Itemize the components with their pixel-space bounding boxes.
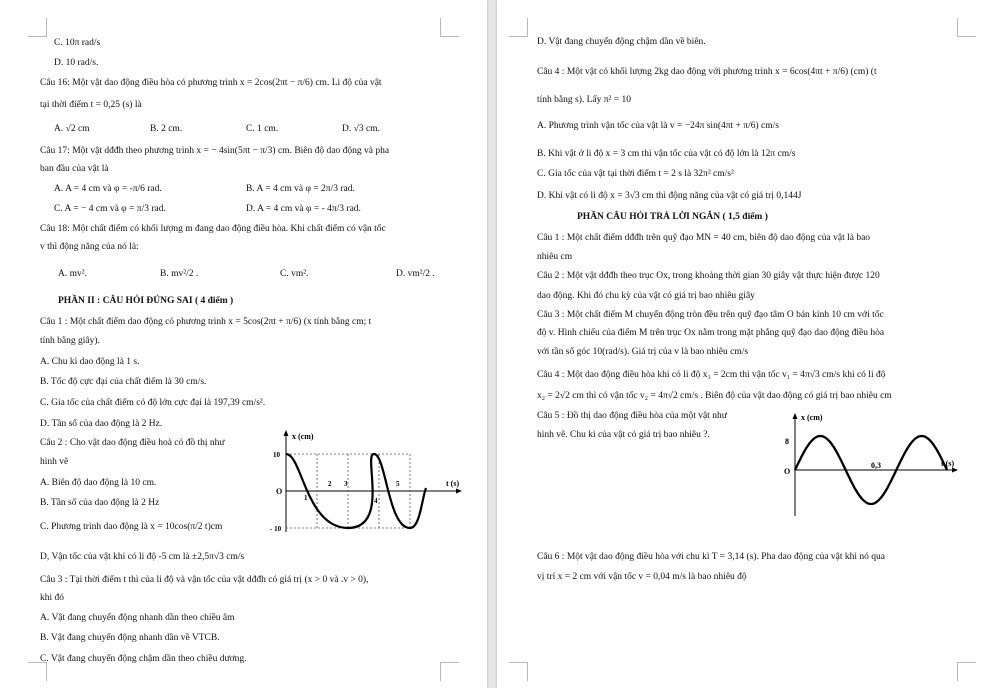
y-axis-label: x (cm) [292, 432, 314, 441]
question-text: tính bằng s). Lấy π² = 10 [537, 95, 632, 105]
question-text: nhiêu cm [537, 252, 573, 262]
question-3: Câu 3 : Tại thời điểm t thì của li độ và vận tốc của vật dđđh có giá trị (x > 0 và .v > 0), [40, 575, 369, 585]
question-16: Câu 16: Một vật dao động điều hòa có phương trình x = 2cos(2πt − π/6) cm. Li độ của vật [40, 78, 382, 88]
margin-mark-top-left [509, 18, 528, 37]
margin-mark-top-left [28, 18, 47, 37]
question-text: khi đó [40, 593, 65, 603]
question-text: tại thời điểm t = 0,25 (s) là [40, 100, 142, 110]
x-tick-label: 0,3 [871, 461, 881, 470]
statement-c: C. Phương trình dao động là x = 10cos(π/2 t)cm [40, 522, 223, 532]
x-axis-label: t (s) [941, 459, 955, 468]
document-page-left [0, 0, 487, 688]
option-text: D. Vật đang chuyển động chậm dần về biên. [537, 37, 706, 47]
statement-a: A. Vật đang chuyển động nhanh dần theo chiều âm [40, 613, 235, 623]
y-axis-label: x (cm) [801, 413, 823, 422]
statement-c: C. Vật đang chuyển động chậm dần theo chiều dương. [40, 654, 247, 664]
question-text: hình vẽ [40, 457, 69, 467]
question-5: Câu 5 : Đồ thị dao động điều hòa của một vật như [537, 411, 727, 421]
question-3: Câu 3 : Một chất điểm M chuyển động tròn đều trên quỹ đạo tâm O bán kính 10 cm với tốc [537, 310, 884, 320]
oscillation-graph-left [270, 428, 470, 536]
x-tick-label: 1 [304, 494, 308, 502]
y-tick-label: 8 [785, 437, 789, 446]
statement-a: A. Phương trình vận tốc của vật là v = −24π sin(4πt + π/6) cm/s [537, 121, 779, 131]
option-a: A. mv². [58, 269, 87, 279]
question-4: Câu 4 : Một dao động điều hòa khi có li độ x₁ = 2cm thì vận tốc v₁ = 4π√3 cm/s khi có li độ [537, 370, 886, 380]
margin-mark-bottom-right [440, 662, 459, 681]
question-text: ban đầu của vật là [40, 164, 109, 174]
question-1: Câu 1 : Một chất điểm dao động có phương trình x = 5cos(2πt + π/6) (x tính bằng cm; t [40, 317, 372, 327]
y-tick-label: - 10 [270, 525, 282, 533]
option-d: D. √3 cm. [342, 124, 380, 134]
option-c: C. vm². [280, 269, 309, 279]
origin-label: O [784, 467, 791, 476]
y-tick-label: 10 [273, 451, 280, 459]
option-b: B. A = 4 cm và φ = 2π/3 rad. [246, 184, 355, 194]
statement-d: D, Vận tốc của vật khi có li độ -5 cm là ±2,5π√3 cm/s [40, 552, 245, 562]
question-text: x₂ = 2√2 cm thì có vận tốc v₂ = 4π√2 cm/s . Biên độ của vật dao động có giá trị bao nhiêu cm [537, 391, 892, 401]
statement-d: D. Tần số của dao động là 2 Hz. [40, 419, 163, 429]
question-text: dao động. Khi đó chu kỳ của vật có giá trị bao nhiêu giây [537, 291, 755, 301]
question-2: Câu 2 : Cho vật dao động điều hoà có đồ thị như [40, 438, 225, 448]
margin-mark-top-right [440, 18, 459, 37]
question-text: v thì động năng của nó là: [40, 242, 139, 252]
margin-mark-top-right [957, 18, 976, 37]
statement-b: B. Vật đang chuyển động nhanh dần về VTCB. [40, 633, 220, 643]
statement-a: A. Chu kì dao động là 1 s. [40, 357, 140, 367]
option-c: C. 1 cm. [246, 124, 279, 134]
option-b: B. 2 cm. [150, 124, 183, 134]
option-c: C. A = − 4 cm và φ = π/3 rad. [54, 204, 166, 214]
question-text: tính bằng giây). [40, 336, 100, 346]
question-17: Câu 17: Một vật dđđh theo phương trình x = − 4sin(5πt − π/3) cm. Biên độ dao động và pha [40, 146, 390, 156]
section-heading: PHẦN II : CÂU HỎI ĐÚNG SAI ( 4 điểm ) [58, 296, 234, 306]
question-text: hình vẽ. Chu kì của vật có giá trị bao nhiêu ?. [537, 430, 710, 440]
question-2: Câu 2 : Một vật dđđh theo trục Ox, trong khoảng thời gian 30 giây vật thực hiện được 120 [537, 271, 880, 281]
statement-b: B. Tần số của dao động là 2 Hz [40, 498, 160, 508]
statement-c: C. Gia tốc của chất điểm có độ lớn cực đại là 197,39 cm/s². [40, 398, 266, 408]
x-tick-label: 5 [396, 480, 400, 488]
option-text: D. 10 rad/s. [54, 58, 99, 68]
x-tick-label: 2 [328, 480, 332, 488]
option-a: A. A = 4 cm và φ = -π/6 rad. [54, 184, 162, 194]
option-text: C. 10π rad/s [54, 38, 101, 48]
question-6: Câu 6 : Một vật dao động điều hòa với chu kì T = 3,14 (s). Pha dao động của vật khi nó qua [537, 552, 886, 562]
statement-d: D. Khi vật có li độ x = 3√3 cm thì động năng của vật có giá trị 0,144J [537, 191, 802, 201]
document-page-right [497, 0, 991, 688]
origin-label: O [276, 487, 283, 496]
section-heading: PHẦN CÂU HỎI TRẢ LỜI NGẮN ( 1,5 điểm ) [577, 212, 768, 222]
option-a: A. √2 cm [54, 124, 90, 134]
margin-mark-bottom-right [957, 662, 976, 681]
statement-c: C. Gia tốc của vật tại thời điểm t = 2 s là 32π² cm/s² [537, 169, 734, 179]
statement-b: B. Khi vật ở li độ x = 3 cm thì vận tốc của vật có độ lớn là 12π cm/s [537, 149, 796, 159]
question-text: vị trí x = 2 cm với vận tốc v = 0,04 m/s là bao nhiêu độ [537, 572, 747, 582]
question-1: Câu 1 : Một chất điểm dđđh trên quỹ đạo MN = 40 cm, biên độ dao động của vật là bao [537, 233, 871, 243]
statement-b: B. Tốc độ cực đại của chất điểm là 30 cm/s. [40, 377, 207, 387]
x-tick-label: 3 [344, 480, 348, 488]
x-tick-label: 4 [374, 497, 378, 505]
statement-a: A. Biên độ dao động là 10 cm. [40, 478, 157, 488]
x-axis-label: t (s) [446, 479, 460, 488]
option-d: D. A = 4 cm và φ = - 4π/3 rad. [246, 204, 361, 214]
question-4: Câu 4 : Một vật có khối lượng 2kg dao động với phương trình x = 6cos(4πt + π/6) (cm) (t [537, 67, 877, 77]
question-text: độ v. Hình chiếu của điểm M trên trục Ox nằm trong mặt phẳng quỹ đạo dao động điều hòa [537, 328, 885, 338]
question-18: Câu 18: Một chất điểm có khối lượng m đang dao động điều hòa. Khi chất điểm có vận tốc [40, 224, 386, 234]
margin-mark-bottom-left [509, 662, 528, 681]
oscillation-graph-right [783, 410, 961, 520]
option-d: D. vm²/2 . [396, 269, 435, 279]
option-b: B. mv²/2 . [160, 269, 199, 279]
question-text: với tần số góc 10(rad/s). Giá trị của v là bao nhiêu cm/s [537, 347, 749, 357]
